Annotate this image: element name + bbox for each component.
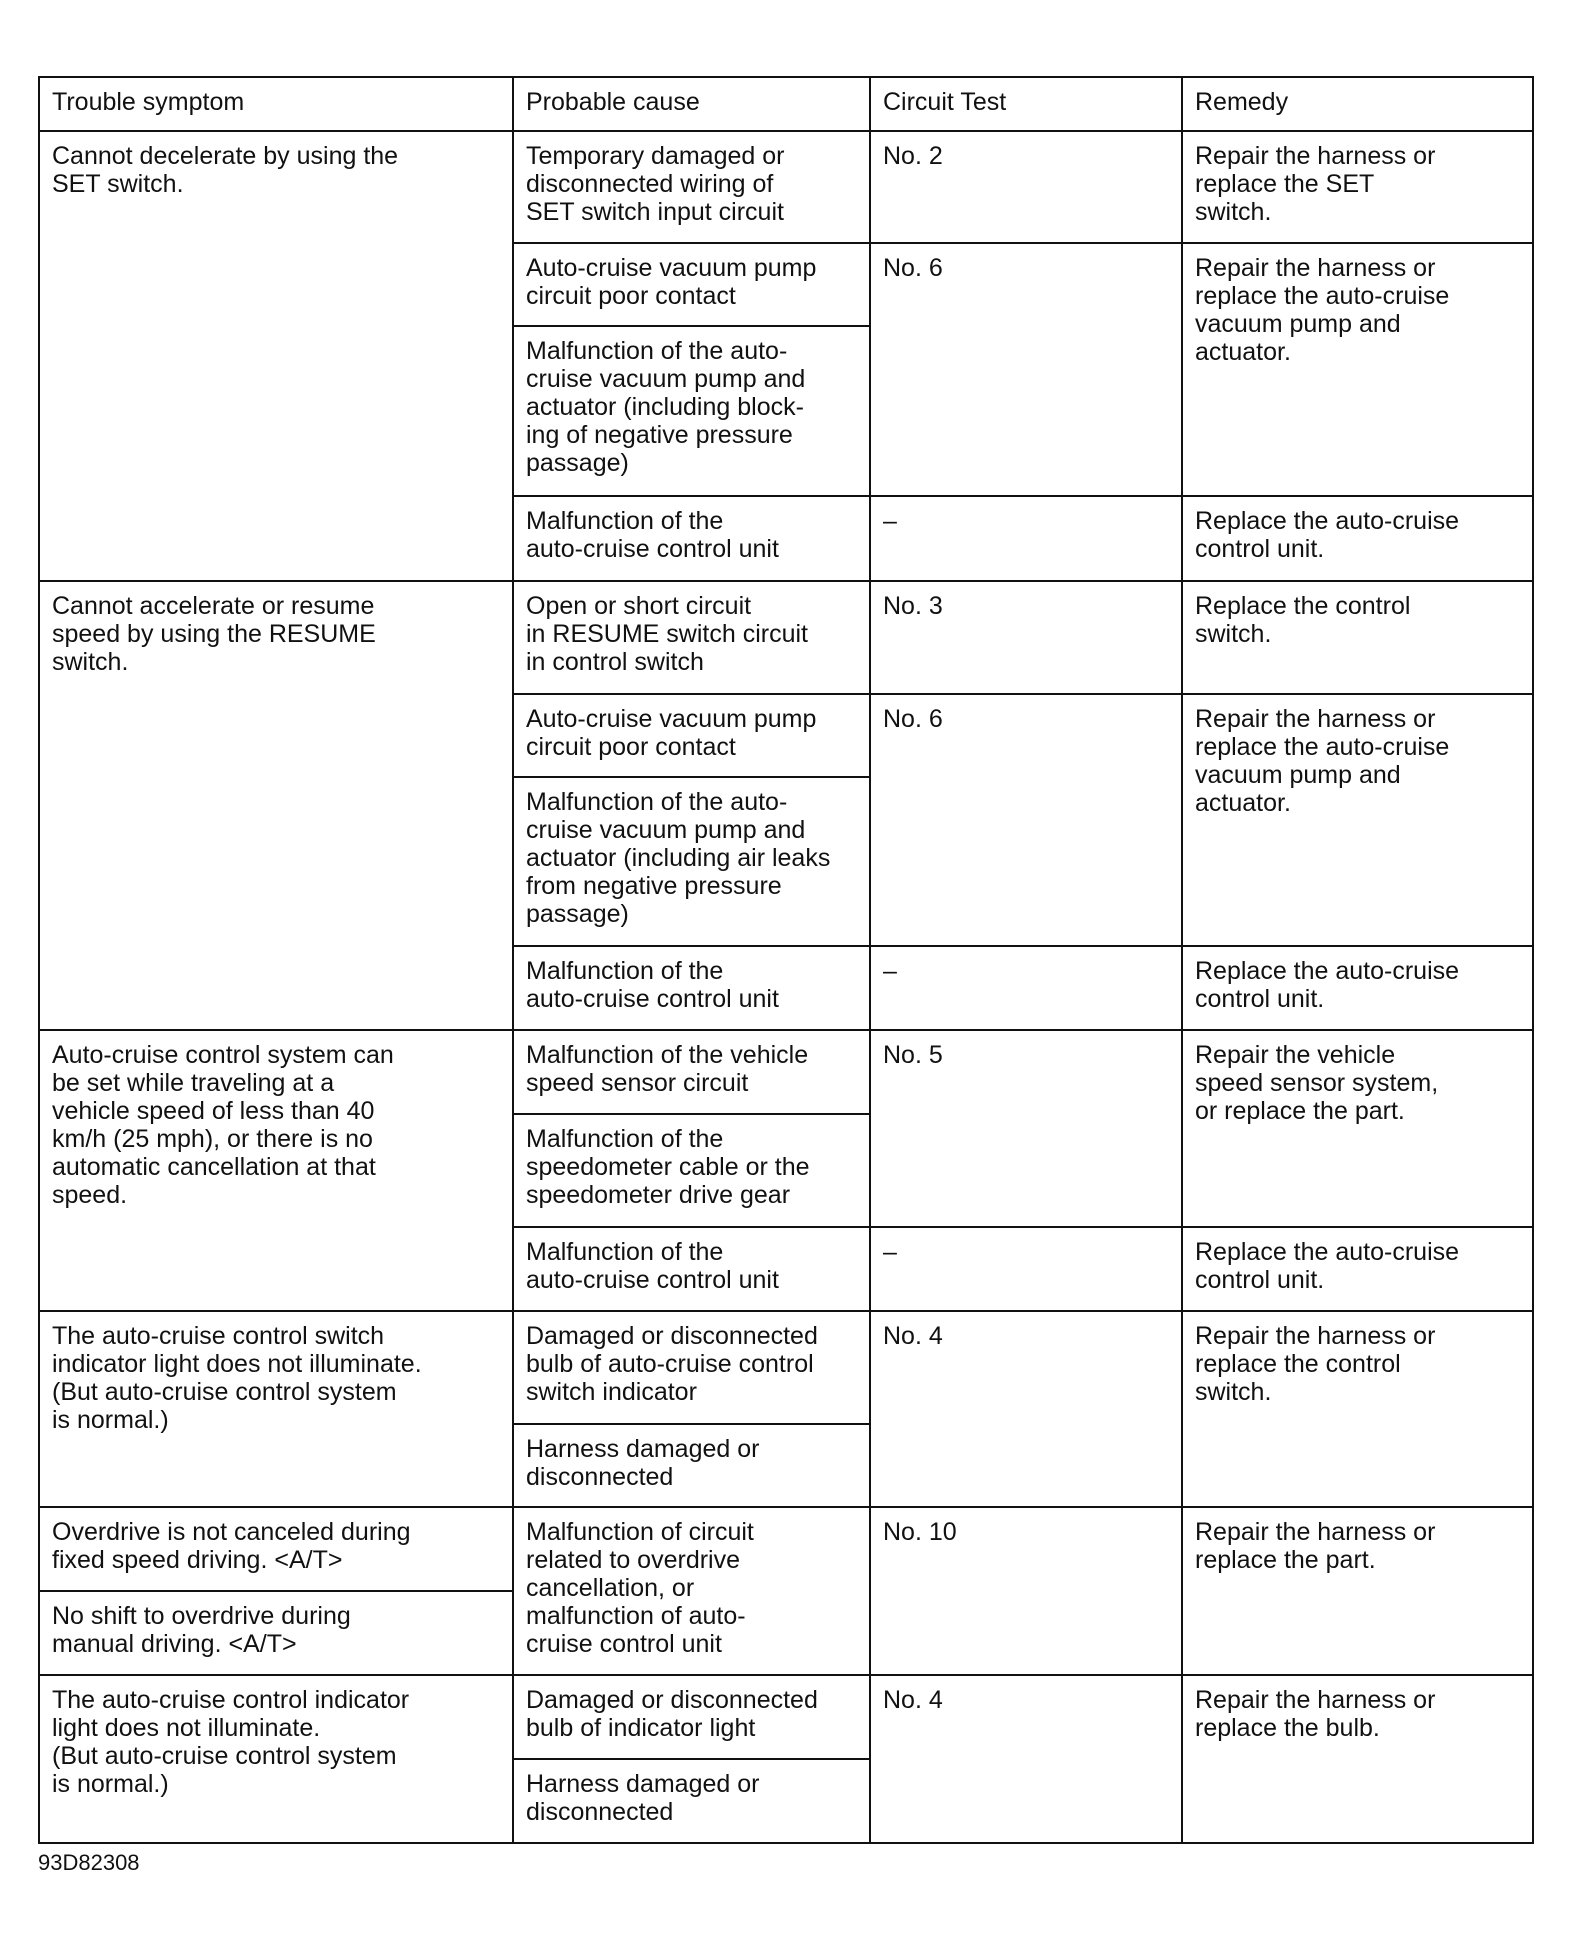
symptom-cell: Cannot decelerate by using the SET switch.: [39, 131, 513, 581]
cause-cell: Damaged or disconnected bulb of indicator light: [513, 1675, 870, 1759]
cause-cell: Temporary damaged or disconnected wiring of SET switch input circuit: [513, 131, 870, 243]
circuit-test-cell: No. 2: [870, 131, 1182, 243]
circuit-test-cell: No. 6: [870, 694, 1182, 946]
circuit-test-cell: No. 3: [870, 581, 1182, 694]
circuit-test-cell: No. 10: [870, 1507, 1182, 1675]
cause-cell: Malfunction of the auto- cruise vacuum pump and actuator (including air leaks from negative pressure passage): [513, 777, 870, 946]
remedy-cell: Repair the harness or replace the bulb.: [1182, 1675, 1533, 1843]
circuit-test-cell: –: [870, 946, 1182, 1030]
cause-cell: Auto-cruise vacuum pump circuit poor contact: [513, 243, 870, 326]
cause-cell: Harness damaged or disconnected: [513, 1424, 870, 1507]
remedy-cell: Repair the harness or replace the control switch.: [1182, 1311, 1533, 1507]
header-row: [39, 77, 1533, 131]
symptom-cell: Cannot accelerate or resume speed by using the RESUME switch.: [39, 581, 513, 1030]
header-circuit-test: Circuit Test: [870, 77, 1182, 131]
remedy-cell: Repair the vehicle speed sensor system, or replace the part.: [1182, 1030, 1533, 1227]
cause-cell: Malfunction of the auto-cruise control unit: [513, 496, 870, 581]
symptom-cell: No shift to overdrive during manual driving. <A/T>: [39, 1591, 513, 1675]
table-row: [39, 1311, 1533, 1424]
figure-code: 93D82308: [38, 1850, 140, 1875]
cause-cell: Damaged or disconnected bulb of auto-cruise control switch indicator: [513, 1311, 870, 1424]
cause-cell: Malfunction of the speedometer cable or the speedometer drive gear: [513, 1114, 870, 1227]
remedy-cell: Replace the control switch.: [1182, 581, 1533, 694]
table-row: [39, 1675, 1533, 1759]
remedy-cell: Replace the auto-cruise control unit.: [1182, 496, 1533, 581]
table-row: [39, 1507, 1533, 1591]
circuit-test-cell: No. 6: [870, 243, 1182, 496]
circuit-test-cell: No. 5: [870, 1030, 1182, 1227]
circuit-test-cell: No. 4: [870, 1675, 1182, 1843]
cause-cell: Open or short circuit in RESUME switch circuit in control switch: [513, 581, 870, 694]
header-probable-cause: Probable cause: [513, 77, 870, 131]
header-trouble-symptom: Trouble symptom: [39, 77, 513, 131]
circuit-test-cell: –: [870, 496, 1182, 581]
remedy-cell: Repair the harness or replace the auto-cruise vacuum pump and actuator.: [1182, 243, 1533, 496]
cause-cell: Malfunction of circuit related to overdrive cancellation, or malfunction of auto- cruise control unit: [513, 1507, 870, 1675]
cause-cell: Malfunction of the auto-cruise control unit: [513, 1227, 870, 1311]
circuit-test-cell: –: [870, 1227, 1182, 1311]
symptom-cell: The auto-cruise control indicator light does not illuminate. (But auto-cruise control system is normal.): [39, 1675, 513, 1843]
remedy-cell: Repair the harness or replace the part.: [1182, 1507, 1533, 1675]
remedy-cell: Replace the auto-cruise control unit.: [1182, 946, 1533, 1030]
table-row: [39, 1030, 1533, 1114]
remedy-cell: Repair the harness or replace the SET switch.: [1182, 131, 1533, 243]
symptom-cell: Overdrive is not canceled during fixed speed driving. <A/T>: [39, 1507, 513, 1591]
remedy-cell: Repair the harness or replace the auto-cruise vacuum pump and actuator.: [1182, 694, 1533, 946]
symptom-cell: The auto-cruise control switch indicator light does not illuminate. (But auto-cruise control system is normal.): [39, 1311, 513, 1507]
symptom-cell: Auto-cruise control system can be set while traveling at a vehicle speed of less than 40 km/h (25 mph), or there is no automatic cancellation at that speed.: [39, 1030, 513, 1311]
cause-cell: Malfunction of the auto-cruise control unit: [513, 946, 870, 1030]
circuit-test-cell: No. 4: [870, 1311, 1182, 1507]
remedy-cell: Replace the auto-cruise control unit.: [1182, 1227, 1533, 1311]
header-remedy: Remedy: [1182, 77, 1533, 131]
cause-cell: Malfunction of the auto- cruise vacuum pump and actuator (including block- ing of negative pressure passage): [513, 326, 870, 496]
table-row: [39, 131, 1533, 243]
cause-cell: Harness damaged or disconnected: [513, 1759, 870, 1843]
troubleshooting-table: [38, 76, 1534, 1844]
table-row: [39, 581, 1533, 694]
cause-cell: Auto-cruise vacuum pump circuit poor contact: [513, 694, 870, 777]
cause-cell: Malfunction of the vehicle speed sensor circuit: [513, 1030, 870, 1114]
